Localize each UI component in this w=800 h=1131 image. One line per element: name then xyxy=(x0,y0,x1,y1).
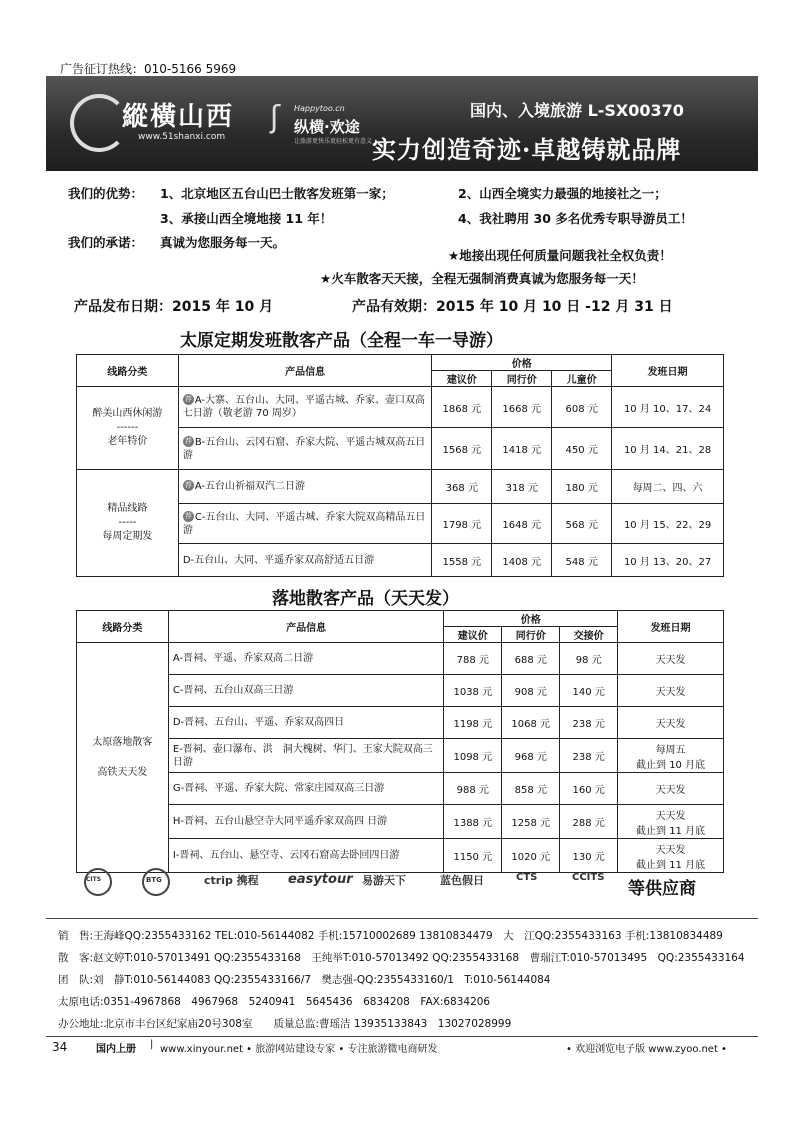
th-category: 线路分类 xyxy=(77,355,179,387)
product-info xyxy=(178,387,432,428)
product-info: D-晋祠、五台山、平遥、乔家双高四日 xyxy=(168,707,443,739)
product-info: C-晋祠、五台山双高三日游 xyxy=(168,675,443,707)
pickup-price: 160 元 xyxy=(560,773,618,805)
license-number: 国内、入境旅游 L-SX00370 xyxy=(470,101,684,120)
product-info-text: B-五台山、云冈石窟、乔家大院、平遥古城双高五日游 xyxy=(182,436,426,461)
footer-ebook: • 欢迎浏览电子版 www.zyoo.net • xyxy=(566,1044,727,1055)
divider xyxy=(46,1036,758,1037)
section-name: 国内上册 xyxy=(96,1044,136,1055)
pickup-price: 130 元 xyxy=(560,839,618,873)
logo-swirl-icon xyxy=(70,94,128,152)
table2-title: 落地散客产品（天天发） xyxy=(272,589,459,609)
publish-date: 产品发布日期：2015 年 10 月 xyxy=(74,299,274,315)
suggested-price: 1558 元 xyxy=(432,544,492,577)
departure-dates: 10 月 10、17、24 xyxy=(612,387,724,428)
supplier-logos xyxy=(80,864,730,908)
peer-price: 1408 元 xyxy=(492,544,552,577)
pickup-price: 98 元 xyxy=(560,643,618,675)
happytoo-logo xyxy=(270,98,373,150)
ctrip-logo: ctrip 携程 xyxy=(204,874,259,887)
peer-price: 1668 元 xyxy=(492,387,552,428)
th-suggested: 建议价 xyxy=(444,627,502,643)
happytoo-name: 纵横·欢途 xyxy=(294,118,360,136)
recommend-badge-icon: 荐 xyxy=(184,436,192,445)
table-row xyxy=(77,707,724,739)
th-peer: 同行价 xyxy=(502,627,560,643)
category-sub: 老年特价 xyxy=(107,436,148,447)
dates-line-1: 天天发 xyxy=(655,810,686,822)
category-name: 太原落地散客 xyxy=(92,736,153,748)
category-divider: ------ xyxy=(116,422,139,433)
product-info: I-晋祠、五台山、悬空寺、云冈石窟高去卧回四日游 xyxy=(168,839,443,873)
contact-taiyuan: 太原电话:0351-4967868 4967968 5240941 5645436 6834208 FAX:6834206 xyxy=(58,996,491,1008)
logo-url: www.51shanxi.com xyxy=(138,132,226,142)
th-dates: 发班日期 xyxy=(612,355,724,387)
peer-price: 908 元 xyxy=(502,675,560,707)
departure-dates xyxy=(618,643,724,675)
contact-address: 办公地址:北京市丰台区纪家庙20号308室 质量总监:曹瑶洁 13935133843 13027028999 xyxy=(58,1018,512,1030)
dates-line-1: 天天发 xyxy=(655,844,686,856)
supplier-name: CITS xyxy=(86,876,102,883)
peer-price: 1068 元 xyxy=(502,707,560,739)
departure-dates: 10 月 15、22、29 xyxy=(612,504,724,544)
child-price: 450 元 xyxy=(552,428,612,470)
category-cell xyxy=(77,643,169,873)
departure-dates xyxy=(618,675,724,707)
guarantee-line-1: ★地接出现任何质量问题我社全权负责！ xyxy=(448,248,672,263)
suggested-price: 1868 元 xyxy=(432,387,492,428)
cts-logo: CTS xyxy=(516,872,538,883)
dates-line-1: 每周五 xyxy=(655,744,686,756)
slogan: 实力创造奇迹·卓越铸就品牌 xyxy=(372,135,682,164)
child-price: 568 元 xyxy=(552,504,612,544)
bird-icon: ʃ xyxy=(270,100,281,135)
peer-price: 1418 元 xyxy=(492,428,552,470)
departure-dates xyxy=(618,739,724,773)
happytoo-domain: Happytoo.cn xyxy=(294,104,345,113)
contact-group: 团 队:刘 静T:010-56144083 QQ:2355433166/7 樊志强-QQ:2355433160/1 T:010-56144084 xyxy=(58,974,551,986)
guarantee-line-2: ★火车散客天天接，全程无强制消费真诚为您服务每一天！ xyxy=(320,271,644,286)
peer-price: 1258 元 xyxy=(502,805,560,839)
th-price: 价格 xyxy=(444,611,618,627)
promise-text: 真诚为您服务每一天。 xyxy=(160,235,286,250)
blue-holiday-logo: 蓝色假日 xyxy=(440,874,484,887)
peer-price: 858 元 xyxy=(502,773,560,805)
child-price: 548 元 xyxy=(552,544,612,577)
pickup-price: 238 元 xyxy=(560,739,618,773)
child-price: 180 元 xyxy=(552,470,612,504)
category-sub: 每周定期发 xyxy=(102,531,153,542)
category-name: 醉美山西休闲游 xyxy=(92,408,163,419)
suppliers-label: 等供应商 xyxy=(628,879,696,899)
product-info-text: A-大寨、五台山、大同、平遥古城、乔家、壶口双高七日游（敬老游 70 周岁） xyxy=(182,395,426,419)
table-row xyxy=(77,643,724,675)
th-peer: 同行价 xyxy=(492,371,552,387)
product-info: D-五台山、大同、平遥乔家双高舒适五日游 xyxy=(178,544,432,577)
footer-website: www.xinyour.net • 旅游网站建设专家 • 专注旅游微电商研发 xyxy=(160,1044,438,1055)
advantage-1: 1、北京地区五台山巴士散客发班第一家； xyxy=(160,186,394,201)
table-row xyxy=(77,739,724,773)
dates-line-1: 天天发 xyxy=(655,785,686,796)
th-info: 产品信息 xyxy=(168,611,443,643)
dates-line-1: 天天发 xyxy=(655,655,686,666)
category-name: 精品线路 xyxy=(107,503,148,514)
pickup-price: 238 元 xyxy=(560,707,618,739)
departure-dates: 每周二、四、六 xyxy=(612,470,724,504)
departure-dates: 10 月 13、20、27 xyxy=(612,544,724,577)
advantage-2: 2、山西全境实力最强的地接社之一； xyxy=(458,186,667,201)
peer-price: 688 元 xyxy=(502,643,560,675)
th-category: 线路分类 xyxy=(77,611,169,643)
dates-line-2: 截止到 10 月底 xyxy=(636,759,706,771)
ad-hotline: 广告征订热线：010-5166 5969 xyxy=(60,62,237,76)
category-divider: ----- xyxy=(118,517,137,528)
table-row xyxy=(77,773,724,805)
dates-line-2: 截止到 11 月底 xyxy=(636,859,706,871)
th-suggested: 建议价 xyxy=(432,371,492,387)
suggested-price: 1098 元 xyxy=(444,739,502,773)
product-info: A-晋祠、平遥、乔家双高二日游 xyxy=(168,643,443,675)
recommend-badge-icon: 荐 xyxy=(184,395,192,403)
suggested-price: 368 元 xyxy=(432,470,492,504)
th-pickup: 交接价 xyxy=(560,627,618,643)
easytour-logo: easytour xyxy=(288,872,353,887)
dates-line-1: 天天发 xyxy=(655,687,686,698)
product-info: E-晋祠、壶口瀑布、洪 洞大槐树、华门、王家大院双高三日游 xyxy=(168,739,443,773)
divider xyxy=(46,918,758,919)
table-row xyxy=(77,470,724,504)
valid-period: 产品有效期：2015 年 10 月 10 日 -12 月 31 日 xyxy=(352,299,673,315)
product-info xyxy=(178,470,432,504)
happytoo-tagline: 让旅游更快乐更轻松更有意义 xyxy=(294,138,373,145)
suggested-price: 1568 元 xyxy=(432,428,492,470)
promise-label: 我们的承诺： xyxy=(68,235,144,250)
dates-line-1: 天天发 xyxy=(655,719,686,730)
child-price: 608 元 xyxy=(552,387,612,428)
suggested-price: 788 元 xyxy=(444,643,502,675)
scheduled-tours-table xyxy=(76,354,724,577)
peer-price: 968 元 xyxy=(502,739,560,773)
recommend-badge-icon: 荐 xyxy=(184,481,192,489)
suggested-price: 1198 元 xyxy=(444,707,502,739)
suggested-price: 1388 元 xyxy=(444,805,502,839)
yiyou-logo: 易游天下 xyxy=(362,874,406,887)
category-cell xyxy=(77,387,179,470)
advantage-3: 3、承接山西全境地接 11 年！ xyxy=(160,211,333,226)
th-price: 价格 xyxy=(432,355,612,371)
advantages-label: 我们的优势： xyxy=(68,186,144,201)
departure-dates: 10 月 14、21、28 xyxy=(612,428,724,470)
suggested-price: 1798 元 xyxy=(432,504,492,544)
table-row xyxy=(77,675,724,707)
peer-price: 1648 元 xyxy=(492,504,552,544)
product-info: G-晋祠、平遥、乔家大院、常家庄园双高三日游 xyxy=(168,773,443,805)
peer-price: 1020 元 xyxy=(502,839,560,873)
departure-dates xyxy=(618,773,724,805)
product-info xyxy=(178,504,432,544)
product-info xyxy=(178,428,432,470)
th-dates: 发班日期 xyxy=(618,611,724,643)
suggested-price: 1150 元 xyxy=(444,839,502,873)
th-child: 儿童价 xyxy=(552,371,612,387)
supplier-name: BTG xyxy=(146,876,162,884)
separator: | xyxy=(150,1039,154,1050)
advantage-4: 4、我社聘用 30 多名优秀专职导游员工！ xyxy=(458,211,693,226)
page-number: 34 xyxy=(52,1040,68,1054)
suggested-price: 988 元 xyxy=(444,773,502,805)
product-info-text: A-五台山祈福双汽二日游 xyxy=(194,481,306,492)
daily-tours-table xyxy=(76,610,724,873)
contact-individual: 散 客:赵文婷T:010-57013491 QQ:2355433168 王纯举T:010-57013492 QQ:2355433168 曹瑞江T:010-57013495 QQ:2355433164 xyxy=(58,952,745,964)
recommend-badge-icon: 荐 xyxy=(184,511,192,520)
category-sub: 高铁天天发 xyxy=(97,766,148,778)
suggested-price: 1038 元 xyxy=(444,675,502,707)
table-row xyxy=(77,805,724,839)
category-cell xyxy=(77,470,179,577)
ccits-logo: CCITS xyxy=(572,872,605,883)
departure-dates xyxy=(618,707,724,739)
th-info: 产品信息 xyxy=(178,355,432,387)
dates-line-2: 截止到 11 月底 xyxy=(636,825,706,837)
pickup-price: 288 元 xyxy=(560,805,618,839)
table-row xyxy=(77,387,724,428)
product-info: H-晋祠、五台山悬空寺大同平遥乔家双高四 日游 xyxy=(168,805,443,839)
peer-price: 318 元 xyxy=(492,470,552,504)
table1-title: 太原定期发班散客产品（全程一车一导游） xyxy=(180,331,503,351)
contact-sales: 销 售:王海峰QQ:2355433162 TEL:010-56144082 手机:15710002689 13810834479 大 江QQ:2355433163 手机:13810834489 xyxy=(58,930,723,942)
logo-text: 縱橫山西 xyxy=(122,102,235,132)
zongheng-logo xyxy=(70,86,260,156)
pickup-price: 140 元 xyxy=(560,675,618,707)
product-info-text: C-五台山、大同、平遥古城、乔家大院双高精品五日游 xyxy=(182,511,426,536)
departure-dates xyxy=(618,805,724,839)
